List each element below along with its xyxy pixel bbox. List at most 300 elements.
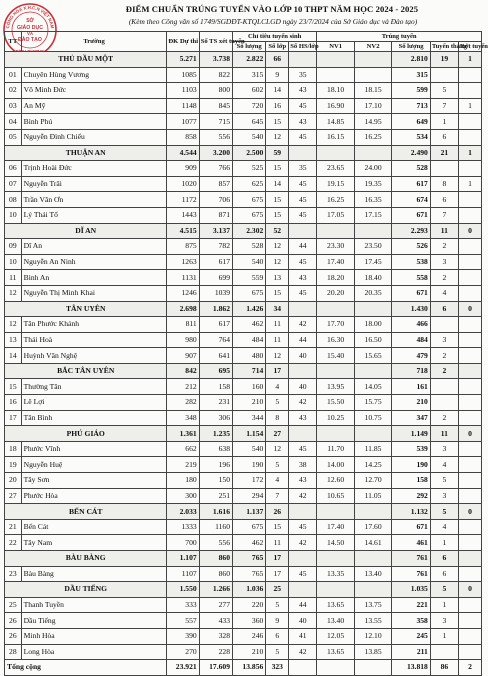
cell-quota-per-class: 35 xyxy=(289,161,317,177)
cell-nv1: 17.05 xyxy=(317,207,354,223)
cell-tt: 16 xyxy=(5,395,22,411)
cell-admitted-count: 558 xyxy=(392,270,431,286)
cell-quota-classes: 5 xyxy=(266,395,289,411)
cell-extra xyxy=(458,317,481,333)
cell-nv1: 17.40 xyxy=(317,254,354,270)
svg-text:SỞ: SỞ xyxy=(26,18,34,24)
cell-quota-classes: 16 xyxy=(266,98,289,114)
cell-quota-classes: 27 xyxy=(266,426,289,442)
district-row xyxy=(5,504,482,520)
cell-extra: 0 xyxy=(458,582,481,598)
cell-quota-per-class: 42 xyxy=(289,644,317,660)
cell-nv2: 23.50 xyxy=(354,239,391,255)
cell-quota-per-class: 45 xyxy=(289,129,317,145)
admission-score-table xyxy=(4,31,488,676)
cell-quota-students: 675 xyxy=(233,519,266,535)
cell-admitted-count: 671 xyxy=(392,285,431,301)
cell-nv1: 13.35 xyxy=(317,566,354,582)
col-enrolled: ĐK Dự thi xyxy=(167,32,199,52)
cell-nv2: 24.00 xyxy=(354,161,391,177)
cell-quota-classes: 5 xyxy=(266,597,289,613)
cell-direct: 3 xyxy=(430,441,458,457)
cell-tt: 12 xyxy=(5,317,22,333)
cell-considered: 17.609 xyxy=(199,660,232,676)
cell-enrolled: 1246 xyxy=(167,285,199,301)
cell-admitted-count: 1.035 xyxy=(392,582,431,598)
cell-nv1: 23.30 xyxy=(317,239,354,255)
cell-considered: 150 xyxy=(199,473,232,489)
cell-admitted-count: 292 xyxy=(392,488,431,504)
cell-tt: 18 xyxy=(5,441,22,457)
cell-extra xyxy=(458,332,481,348)
cell-quota-students: 190 xyxy=(233,457,266,473)
cell-school: Nguyễn Thị Minh Khai xyxy=(21,285,167,301)
cell-enrolled: 1.550 xyxy=(167,582,199,598)
cell-extra xyxy=(458,67,481,83)
cell-direct: 1 xyxy=(430,535,458,551)
cell-enrolled: 1085 xyxy=(167,67,199,83)
col-tt: TT xyxy=(5,32,22,52)
cell-quota-per-class xyxy=(289,145,317,161)
cell-quota-per-class: 44 xyxy=(289,239,317,255)
cell-nv2: 16.50 xyxy=(354,332,391,348)
cell-school: Tây Sơn xyxy=(21,473,167,489)
cell-considered: 328 xyxy=(199,628,232,644)
cell-considered: 228 xyxy=(199,644,232,660)
cell-enrolled: 1172 xyxy=(167,192,199,208)
cell-group-name: BẾN CÁT xyxy=(5,504,167,520)
cell-nv1: 15.50 xyxy=(317,395,354,411)
cell-quota-classes: 25 xyxy=(266,582,289,598)
cell-enrolled: 1333 xyxy=(167,519,199,535)
cell-considered: 715 xyxy=(199,114,232,130)
cell-school: Bình Phú xyxy=(21,114,167,130)
cell-enrolled: 811 xyxy=(167,317,199,333)
cell-enrolled: 348 xyxy=(167,410,199,426)
cell-tt: 10 xyxy=(5,207,22,223)
cell-direct: 3 xyxy=(430,613,458,629)
cell-considered: 706 xyxy=(199,192,232,208)
district-row xyxy=(5,551,482,567)
cell-nv2: 20.35 xyxy=(354,285,391,301)
cell-quota-per-class: 44 xyxy=(289,332,317,348)
cell-quota-students: 2.500 xyxy=(233,145,266,161)
cell-quota-per-class: 45 xyxy=(289,566,317,582)
cell-enrolled: 4.515 xyxy=(167,223,199,239)
cell-quota-per-class: 40 xyxy=(289,348,317,364)
cell-enrolled: 2.698 xyxy=(167,301,199,317)
cell-extra xyxy=(458,83,481,99)
cell-admitted-count: 13.818 xyxy=(392,660,431,676)
cell-group-name: Tổng cộng xyxy=(5,660,167,676)
cell-quota-classes: 52 xyxy=(266,223,289,239)
cell-tt: 21 xyxy=(5,519,22,535)
cell-admitted-count: 347 xyxy=(392,410,431,426)
table-row xyxy=(5,519,482,535)
cell-extra xyxy=(458,270,481,286)
cell-nv2: 12.70 xyxy=(354,473,391,489)
cell-nv1: 14.85 xyxy=(317,114,354,130)
cell-admitted-count: 1.430 xyxy=(392,301,431,317)
cell-direct: 86 xyxy=(430,660,458,676)
cell-direct: 4 xyxy=(430,285,458,301)
cell-quota-classes: 15 xyxy=(266,161,289,177)
table-row xyxy=(5,644,482,660)
cell-admitted-count: 358 xyxy=(392,613,431,629)
cell-quota-per-class: 45 xyxy=(289,441,317,457)
cell-extra xyxy=(458,379,481,395)
cell-school: Nguyễn An Ninh xyxy=(21,254,167,270)
cell-quota-classes: 15 xyxy=(266,519,289,535)
cell-quota-students: 765 xyxy=(233,566,266,582)
col-quota-students: Số lượng xyxy=(233,42,266,52)
cell-extra: 1 xyxy=(458,52,481,68)
cell-quota-per-class xyxy=(289,582,317,598)
col-quota-per-class: Số HS/lớp xyxy=(290,43,319,50)
cell-direct xyxy=(430,395,458,411)
cell-extra xyxy=(458,254,481,270)
table-row xyxy=(5,395,482,411)
cell-direct: 4 xyxy=(430,457,458,473)
cell-quota-classes: 12 xyxy=(266,254,289,270)
cell-considered: 764 xyxy=(199,332,232,348)
cell-quota-students: 675 xyxy=(233,285,266,301)
cell-quota-students: 210 xyxy=(233,395,266,411)
cell-enrolled: 1.361 xyxy=(167,426,199,442)
cell-enrolled: 1263 xyxy=(167,254,199,270)
cell-group-name: DĨ AN xyxy=(5,223,167,239)
cell-nv1 xyxy=(317,660,354,676)
cell-quota-students: 714 xyxy=(233,363,266,379)
cell-direct: 5 xyxy=(430,582,458,598)
cell-nv2: 17.45 xyxy=(354,254,391,270)
cell-quota-students: 675 xyxy=(233,192,266,208)
cell-quota-students: 645 xyxy=(233,114,266,130)
cell-quota-classes: 12 xyxy=(266,348,289,364)
cell-enrolled: 5.271 xyxy=(167,52,199,68)
table-row xyxy=(5,535,482,551)
cell-considered: 3.137 xyxy=(199,223,232,239)
cell-nv1: 17.70 xyxy=(317,317,354,333)
cell-enrolled: 390 xyxy=(167,628,199,644)
cell-quota-per-class: 42 xyxy=(289,395,317,411)
cell-nv1: 13.95 xyxy=(317,379,354,395)
cell-admitted-count: 671 xyxy=(392,207,431,223)
cell-extra xyxy=(458,457,481,473)
cell-enrolled: 909 xyxy=(167,161,199,177)
cell-group-name: PHÚ GIÁO xyxy=(5,426,167,442)
cell-school: Nguyễn Trãi xyxy=(21,176,167,192)
cell-direct: 11 xyxy=(430,426,458,442)
cell-quota-students: 1.426 xyxy=(233,301,266,317)
cell-considered: 251 xyxy=(199,488,232,504)
cell-admitted-count: 2.810 xyxy=(392,52,431,68)
cell-considered: 1.235 xyxy=(199,426,232,442)
table-row xyxy=(5,239,482,255)
cell-quota-classes: 6 xyxy=(266,628,289,644)
table-row xyxy=(5,348,482,364)
cell-quota-students: 1.036 xyxy=(233,582,266,598)
cell-enrolled: 842 xyxy=(167,363,199,379)
cell-extra xyxy=(458,348,481,364)
cell-extra: 1 xyxy=(458,98,481,114)
cell-nv1 xyxy=(317,582,354,598)
cell-direct xyxy=(430,67,458,83)
cell-school: Thái Hoà xyxy=(21,332,167,348)
cell-direct: 6 xyxy=(430,301,458,317)
cell-nv1: 10.25 xyxy=(317,410,354,426)
cell-quota-per-class: 45 xyxy=(289,192,317,208)
cell-quota-classes: 5 xyxy=(266,457,289,473)
cell-quota-per-class xyxy=(289,52,317,68)
cell-extra xyxy=(458,566,481,582)
cell-tt: 01 xyxy=(5,67,22,83)
cell-quota-per-class: 38 xyxy=(289,457,317,473)
cell-tt: 11 xyxy=(5,270,22,286)
cell-enrolled: 219 xyxy=(167,457,199,473)
cell-extra xyxy=(458,644,481,660)
cell-quota-per-class: 45 xyxy=(289,207,317,223)
cell-quota-classes: 15 xyxy=(266,114,289,130)
cell-school: Minh Hòa xyxy=(21,628,167,644)
cell-direct xyxy=(430,317,458,333)
cell-nv1: 15.40 xyxy=(317,348,354,364)
col-school: Trường xyxy=(21,32,167,52)
cell-direct: 2 xyxy=(430,410,458,426)
cell-admitted-count: 1.149 xyxy=(392,426,431,442)
cell-extra xyxy=(458,473,481,489)
cell-quota-per-class xyxy=(289,301,317,317)
cell-considered: 845 xyxy=(199,98,232,114)
cell-extra xyxy=(458,535,481,551)
cell-enrolled: 212 xyxy=(167,379,199,395)
cell-quota-classes: 13 xyxy=(266,270,289,286)
cell-nv2 xyxy=(354,426,391,442)
cell-admitted-count: 210 xyxy=(392,395,431,411)
cell-quota-students: 625 xyxy=(233,176,266,192)
cell-nv2: 16.25 xyxy=(354,129,391,145)
cell-quota-classes: 14 xyxy=(266,83,289,99)
cell-direct xyxy=(430,161,458,177)
cell-quota-students: 720 xyxy=(233,98,266,114)
cell-considered: 1.266 xyxy=(199,582,232,598)
cell-quota-per-class: 45 xyxy=(289,254,317,270)
cell-considered: 433 xyxy=(199,613,232,629)
cell-direct: 3 xyxy=(430,254,458,270)
cell-considered: 617 xyxy=(199,317,232,333)
cell-quota-per-class: 43 xyxy=(289,83,317,99)
cell-considered: 782 xyxy=(199,239,232,255)
cell-admitted-count: 466 xyxy=(392,317,431,333)
cell-considered: 857 xyxy=(199,176,232,192)
table-row xyxy=(5,67,482,83)
table-row xyxy=(5,176,482,192)
cell-extra xyxy=(458,161,481,177)
cell-considered: 1.862 xyxy=(199,301,232,317)
cell-quota-classes: 8 xyxy=(266,410,289,426)
cell-school: Bình An xyxy=(21,270,167,286)
cell-quota-students: 2.822 xyxy=(233,52,266,68)
cell-considered: 556 xyxy=(199,129,232,145)
cell-quota-per-class xyxy=(289,504,317,520)
cell-nv2 xyxy=(354,551,391,567)
cell-nv1: 13.65 xyxy=(317,597,354,613)
cell-quota-classes: 323 xyxy=(266,660,289,676)
cell-admitted-count: 161 xyxy=(392,379,431,395)
cell-considered: 556 xyxy=(199,535,232,551)
cell-quota-classes: 17 xyxy=(266,566,289,582)
cell-enrolled: 333 xyxy=(167,597,199,613)
cell-quota-per-class xyxy=(289,660,317,676)
cell-admitted-count: 2.490 xyxy=(392,145,431,161)
table-row xyxy=(5,628,482,644)
cell-tt: 17 xyxy=(5,410,22,426)
table-row xyxy=(5,457,482,473)
cell-extra: 2 xyxy=(458,660,481,676)
svg-text:CỘNG HOÀ X.H.C.N VIỆT NAM: CỘNG HOÀ X.H.C.N VIỆT NAM xyxy=(5,4,55,29)
district-row xyxy=(5,363,482,379)
cell-direct: 2 xyxy=(430,270,458,286)
cell-quota-per-class: 40 xyxy=(289,613,317,629)
cell-admitted-count: 245 xyxy=(392,628,431,644)
cell-tt: 28 xyxy=(5,644,22,660)
cell-school: Tân Bình xyxy=(21,410,167,426)
table-body xyxy=(5,52,482,676)
cell-quota-classes: 9 xyxy=(266,613,289,629)
cell-nv2: 15.75 xyxy=(354,395,391,411)
cell-nv2: 14.25 xyxy=(354,457,391,473)
cell-admitted-count: 674 xyxy=(392,192,431,208)
cell-tt: 12 xyxy=(5,285,22,301)
cell-direct: 5 xyxy=(430,83,458,99)
cell-admitted-count: 1.132 xyxy=(392,504,431,520)
cell-nv2: 17.15 xyxy=(354,207,391,223)
table-row xyxy=(5,192,482,208)
cell-school: Trần Văn Ơn xyxy=(21,192,167,208)
cell-quota-students: 210 xyxy=(233,644,266,660)
cell-group-name: BÀU BÀNG xyxy=(5,551,167,567)
cell-quota-classes: 59 xyxy=(266,145,289,161)
cell-direct xyxy=(430,644,458,660)
cell-considered: 1039 xyxy=(199,285,232,301)
cell-quota-per-class: 44 xyxy=(289,597,317,613)
cell-enrolled: 1443 xyxy=(167,207,199,223)
district-row xyxy=(5,145,482,161)
cell-direct: 4 xyxy=(430,519,458,535)
cell-quota-students: 160 xyxy=(233,379,266,395)
cell-group-name: TÂN UYÊN xyxy=(5,301,167,317)
cell-quota-students: 528 xyxy=(233,239,266,255)
table-row xyxy=(5,473,482,489)
cell-admitted-count: 718 xyxy=(392,363,431,379)
cell-quota-per-class: 43 xyxy=(289,473,317,489)
cell-enrolled: 1.107 xyxy=(167,551,199,567)
cell-school: Dầu Tiếng xyxy=(21,613,167,629)
cell-nv1 xyxy=(317,52,354,68)
cell-admitted-count: 539 xyxy=(392,441,431,457)
cell-tt: 26 xyxy=(5,628,22,644)
table-header xyxy=(5,32,488,52)
cell-school: Tây Nam xyxy=(21,535,167,551)
cell-nv1: 12.60 xyxy=(317,473,354,489)
cell-extra xyxy=(458,410,481,426)
cell-quota-classes: 17 xyxy=(266,551,289,567)
col-admitted-group: Trúng tuyển xyxy=(317,32,482,42)
cell-quota-students: 2.302 xyxy=(233,223,266,239)
cell-enrolled: 300 xyxy=(167,488,199,504)
cell-nv1 xyxy=(317,145,354,161)
table-row xyxy=(5,379,482,395)
cell-quota-classes: 66 xyxy=(266,52,289,68)
cell-extra xyxy=(458,597,481,613)
cell-nv2: 13.85 xyxy=(354,644,391,660)
cell-nv2: 14.95 xyxy=(354,114,391,130)
table-row xyxy=(5,488,482,504)
cell-direct: 21 xyxy=(430,145,458,161)
cell-quota-classes: 11 xyxy=(266,332,289,348)
cell-direct: 11 xyxy=(430,223,458,239)
cell-admitted-count: 190 xyxy=(392,457,431,473)
table-row xyxy=(5,317,482,333)
cell-nv2 xyxy=(354,145,391,161)
table-row xyxy=(5,597,482,613)
cell-nv1: 18.10 xyxy=(317,83,354,99)
cell-direct: 5 xyxy=(430,473,458,489)
cell-quota-classes: 15 xyxy=(266,207,289,223)
cell-direct: 6 xyxy=(430,192,458,208)
table-row xyxy=(5,98,482,114)
cell-quota-classes: 12 xyxy=(266,441,289,457)
cell-school: Long Hòa xyxy=(21,644,167,660)
cell-nv2: 11.05 xyxy=(354,488,391,504)
cell-tt: 07 xyxy=(5,176,22,192)
svg-text:ĐÀO TẠO: ĐÀO TẠO xyxy=(18,37,42,43)
cell-quota-students: 540 xyxy=(233,129,266,145)
cell-nv2: 17.60 xyxy=(354,519,391,535)
cell-school: Lý Thái Tổ xyxy=(21,207,167,223)
cell-nv1 xyxy=(317,223,354,239)
table-row xyxy=(5,285,482,301)
cell-tt: 14 xyxy=(5,348,22,364)
cell-quota-per-class: 42 xyxy=(289,317,317,333)
cell-quota-students: 360 xyxy=(233,613,266,629)
cell-quota-students: 540 xyxy=(233,254,266,270)
cell-direct: 19 xyxy=(430,52,458,68)
cell-nv2: 16.35 xyxy=(354,192,391,208)
cell-extra xyxy=(458,114,481,130)
district-row xyxy=(5,301,482,317)
cell-nv2: 13.55 xyxy=(354,613,391,629)
cell-quota-per-class: 41 xyxy=(289,628,317,644)
cell-quota-classes: 9 xyxy=(266,67,289,83)
cell-enrolled: 4.544 xyxy=(167,145,199,161)
table-row xyxy=(5,207,482,223)
cell-enrolled: 875 xyxy=(167,239,199,255)
cell-extra xyxy=(458,239,481,255)
cell-nv1: 12.05 xyxy=(317,628,354,644)
cell-school: Võ Minh Đức xyxy=(21,83,167,99)
cell-considered: 3.738 xyxy=(199,52,232,68)
cell-quota-per-class: 45 xyxy=(289,176,317,192)
cell-enrolled: 858 xyxy=(167,129,199,145)
cell-nv2: 18.40 xyxy=(354,270,391,286)
table-row xyxy=(5,114,482,130)
cell-admitted-count: 538 xyxy=(392,254,431,270)
table-row xyxy=(5,613,482,629)
cell-school: Bàu Bàng xyxy=(21,566,167,582)
cell-quota-per-class xyxy=(289,223,317,239)
cell-tt: 15 xyxy=(5,379,22,395)
